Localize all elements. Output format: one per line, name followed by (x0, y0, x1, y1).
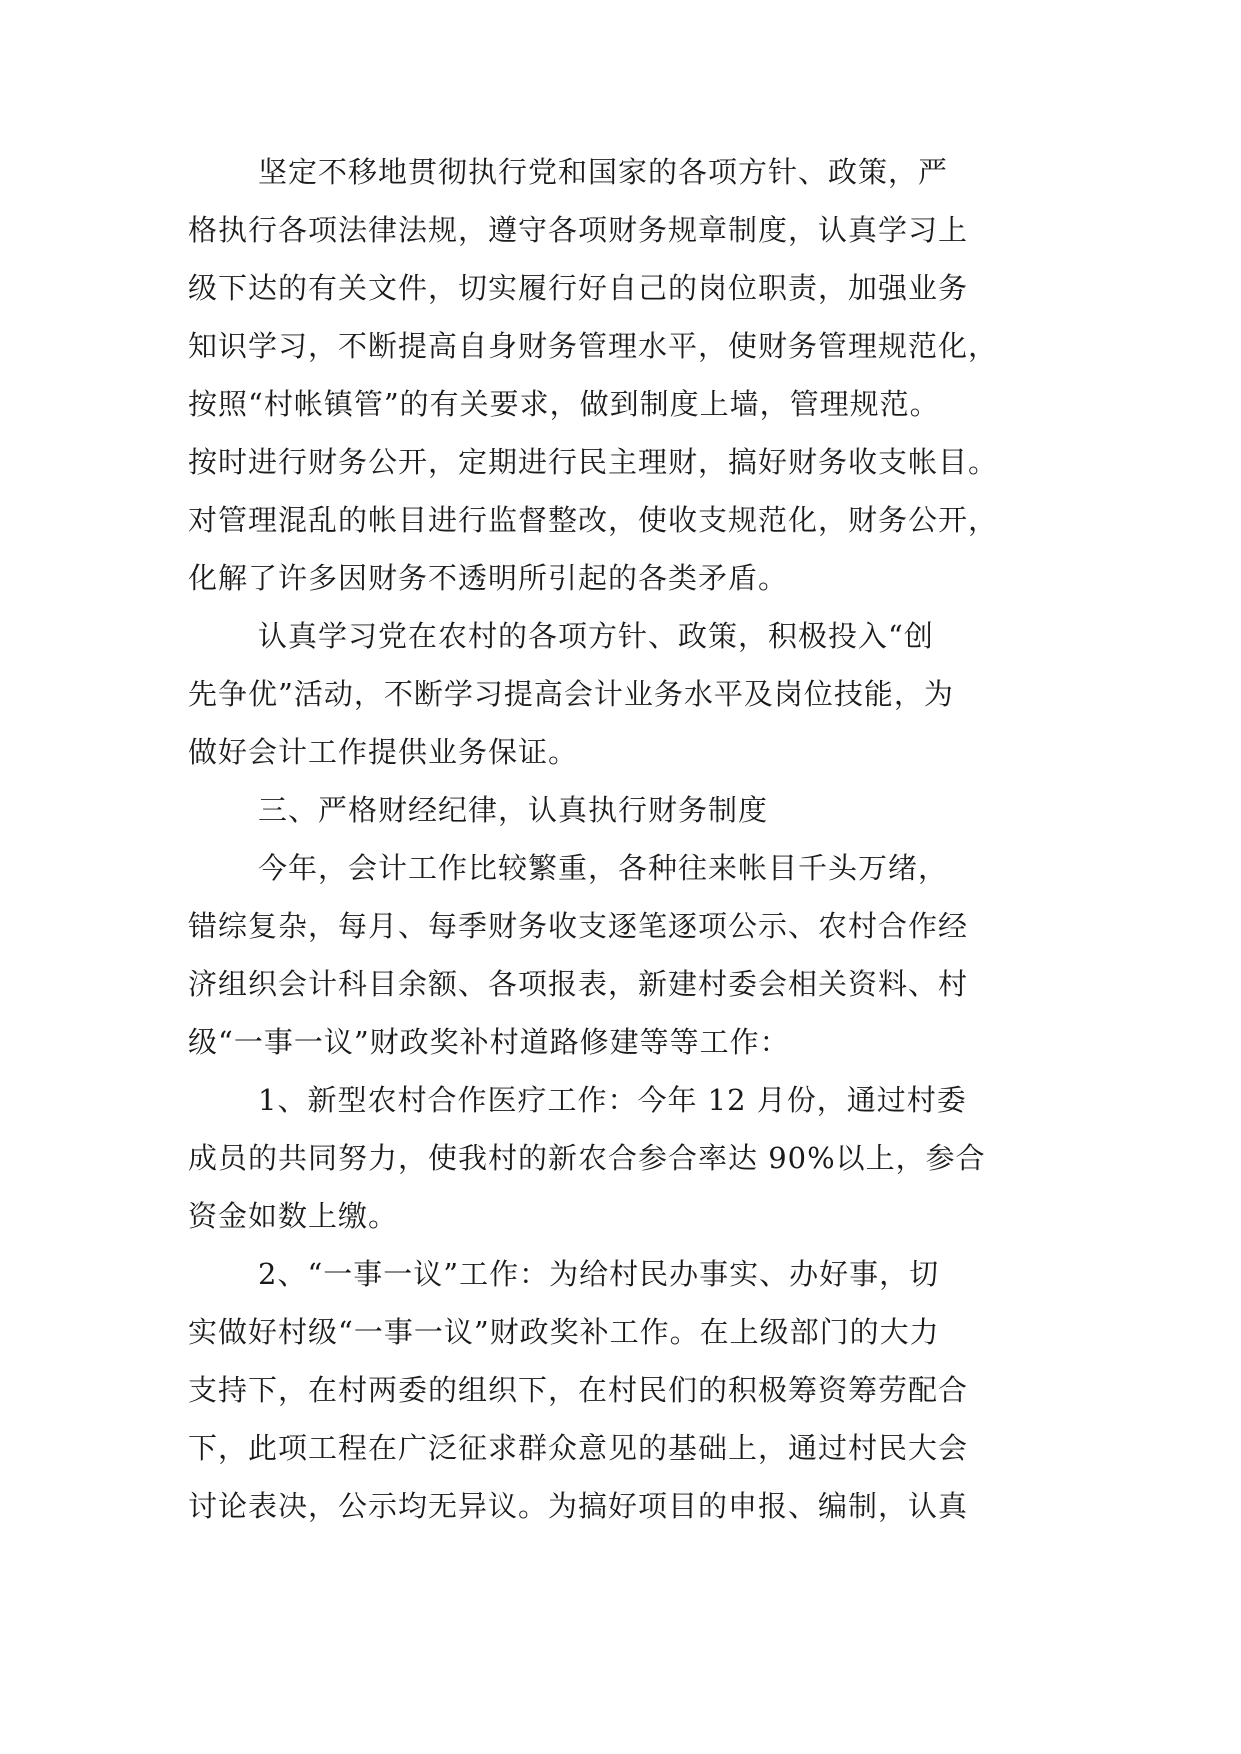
text-line: 讨论表决，公示均无异议。为搞好项目的申报、编制，认真 (188, 1489, 969, 1523)
text-line: 格执行各项法律法规，遵守各项财务规章制度，认真学习上 (188, 213, 969, 247)
text-line: 按时进行财务公开，定期进行民主理财，搞好财务收支帐目。 (188, 445, 999, 479)
text-line: 实做好村级“一事一议”财政奖补工作。在上级部门的大力 (188, 1315, 940, 1349)
text-line: 坚定不移地贯彻执行党和国家的各项方针、政策，严 (258, 155, 949, 189)
text-line: 济组织会计科目余额、各项报表，新建村委会相关资料、村 (188, 967, 969, 1001)
text-line: 错综复杂，每月、每季财务收支逐笔逐项公示、农村合作经 (188, 909, 969, 943)
text-line: 先争优”活动，不断学习提高会计业务水平及岗位技能，为 (188, 677, 954, 711)
text-line: 级“一事一议”财政奖补村道路修建等等工作： (188, 1025, 790, 1059)
text-line: 认真学习党在农村的各项方针、政策，积极投入“创 (258, 619, 934, 653)
text-line: 支持下，在村两委的组织下，在村民们的积极筹资筹劳配合 (188, 1373, 969, 1407)
text-line: 做好会计工作提供业务保证。 (188, 735, 579, 769)
text-line: 下，此项工程在广泛征求群众意见的基础上，通过村民大会 (188, 1431, 969, 1465)
section-heading: 三、严格财经纪律，认真执行财务制度 (258, 793, 769, 827)
text-line: 成员的共同努力，使我村的新农合参合率达 90%以上，参合 (188, 1141, 986, 1175)
text-line: 级下达的有关文件，切实履行好自己的岗位职责，加强业务 (188, 271, 969, 305)
text-line: 资金如数上缴。 (188, 1199, 399, 1233)
text-line: 化解了许多因财务不透明所引起的各类矛盾。 (188, 561, 789, 595)
text-line: 2、“一事一议”工作：为给村民办事实、办好事，切 (258, 1257, 940, 1291)
text-line: 知识学习，不断提高自身财务管理水平，使财务管理规范化， (188, 329, 999, 363)
text-line: 1、新型农村合作医疗工作：今年 12 月份，通过村委 (258, 1083, 967, 1117)
text-line: 今年，会计工作比较繁重，各种往来帐目千头万绪， (258, 851, 949, 885)
text-line: 对管理混乱的帐目进行监督整改，使收支规范化，财务公开， (188, 503, 999, 537)
text-line: 按照“村帐镇管”的有关要求，做到制度上墙，管理规范。 (188, 387, 940, 421)
